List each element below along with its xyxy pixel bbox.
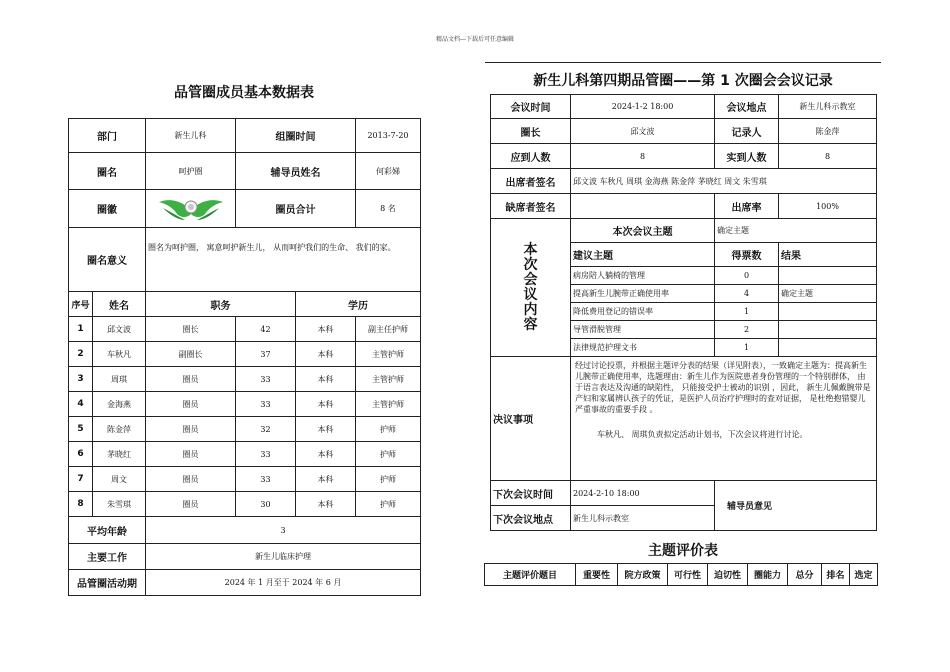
theme-value: 确定主题 [715,219,877,243]
row-title: 副主任护师 [356,317,421,342]
row-title: 主管护师 [356,367,421,392]
row-no: 6 [69,442,93,467]
eval-header-feasibility: 可行性 [668,564,708,586]
eval-header-selected: 选定 [850,564,878,586]
row-no: 5 [69,417,93,442]
suggest-topic: 法律规范护理文书 [571,339,715,357]
row-role: 圈员 [146,492,236,517]
expected-label: 应到人数 [491,144,571,169]
table-row [69,342,421,367]
actual-value: 8 [779,144,877,169]
advisor-opinion-label: 辅导员意见 [715,481,877,531]
suggest-topic: 导管滑脱管理 [571,321,715,339]
avg-age-label: 平均年龄 [69,517,146,544]
suggest-votes: 2 [715,321,779,339]
result-header: 结果 [779,243,877,267]
row-name: 朱雪琪 [93,492,146,517]
row-name: 车秋凡 [93,342,146,367]
recorder-label: 记录人 [715,119,779,144]
row-name: 周琪 [93,367,146,392]
row-title: 护师 [356,492,421,517]
eval-header-rank: 排名 [822,564,850,586]
row-role: 圈员 [146,367,236,392]
rate-value: 100% [779,194,877,219]
eval-header-urgency: 迫切性 [708,564,748,586]
eval-header-policy: 院方政策 [618,564,668,586]
table-row [69,467,421,492]
decision-label: 决议事项 [491,357,571,481]
absentees-label: 缺席者签名 [491,194,571,219]
suggest-votes: 1 [715,339,779,357]
row-role: 副圈长 [146,342,236,367]
row-title: 护师 [356,467,421,492]
formed-value: 2013-7-20 [356,119,421,153]
row-no: 2 [69,342,93,367]
decision-cell [571,357,877,481]
eval-header-importance: 重要性 [576,564,618,586]
attendees-label: 出席者签名 [491,169,571,194]
row-age: 42 [236,317,296,342]
row-name: 邱文波 [93,317,146,342]
eval-header-total: 总分 [788,564,822,586]
period-value: 2024 年 1 月至于 2024 年 6 月 [146,570,421,596]
recorder-value: 陈金萍 [779,119,877,144]
advisor-label: 辅导员姓名 [236,153,356,190]
actual-label: 实到人数 [715,144,779,169]
row-edu: 本科 [296,492,356,517]
table-row [69,392,421,417]
content-label: 本次会议内容 [523,241,538,333]
main-work-label: 主要工作 [69,544,146,570]
emblem-cell [146,190,236,228]
row-edu: 本科 [296,392,356,417]
attendees-value: 邱文波 车秋凡 周琪 金海燕 陈金萍 茅晓红 周文 朱雪琪 [571,169,877,194]
formed-label: 组圈时间 [236,119,356,153]
row-name: 陈金萍 [93,417,146,442]
dept-value: 新生儿科 [146,119,236,153]
row-edu: 本科 [296,417,356,442]
main-work-value: 新生儿临床护理 [146,544,421,570]
table-row [69,417,421,442]
rate-label: 出席率 [715,194,779,219]
suggest-result [779,267,877,285]
table-row [69,442,421,467]
circle-name-label: 圈名 [69,153,146,190]
suggest-topic: 降低费用登记的错误率 [571,303,715,321]
suggest-votes: 4 [715,285,779,303]
leader-value: 邱文波 [571,119,715,144]
time-value: 2024-1-2 18:00 [571,95,715,119]
row-age: 30 [236,492,296,517]
theme-eval-table [484,563,878,586]
row-no: 8 [69,492,93,517]
member-total-value: 8 名 [356,190,421,228]
member-table [68,118,421,596]
suggest-result [779,339,877,357]
suggest-topic: 提高新生儿腕带正确使用率 [571,285,715,303]
place-label: 会议地点 [715,95,779,119]
row-title: 护师 [356,417,421,442]
table-row [69,492,421,517]
next-place-value: 新生儿科示教室 [571,506,715,531]
row-title: 主管护师 [356,342,421,367]
suggest-result [779,321,877,339]
dept-label: 部门 [69,119,146,153]
row-age: 33 [236,467,296,492]
eval-header-capability: 圈能力 [748,564,788,586]
suggest-votes: 1 [715,303,779,321]
avg-age-value: 3 [146,517,421,544]
member-total-label: 圈员合计 [236,190,356,228]
votes-header: 得票数 [715,243,779,267]
row-age: 33 [236,442,296,467]
left-title: 品管圈成员基本数据表 [174,85,314,101]
decision-followup: 车秋凡、 周琪负责拟定活动计划书，下次会议将进行讨论。 [597,430,808,439]
circle-name-value: 呵护圈 [146,153,236,190]
row-edu: 本科 [296,467,356,492]
row-edu: 本科 [296,342,356,367]
row-name: 金海燕 [93,392,146,417]
row-role: 圈长 [146,317,236,342]
table-row [69,317,421,342]
row-role: 圈员 [146,417,236,442]
top-rule [485,62,881,63]
row-role: 圈员 [146,442,236,467]
row-edu: 本科 [296,367,356,392]
eval-title: 主题评价表 [648,543,718,559]
advisor-value: 何彩娣 [356,153,421,190]
period-label: 品管圈活动期 [69,570,146,596]
row-no: 4 [69,392,93,417]
seq-header: 序号 [69,292,93,317]
suggest-topic: 病房陪人躺椅的管理 [571,267,715,285]
next-time-value: 2024-2-10 18:00 [571,481,715,506]
content-label-cell [491,219,571,357]
row-role: 圈员 [146,392,236,417]
leader-label: 圈长 [491,119,571,144]
watermark: 精品文档---下载后可任意编辑 [435,36,515,43]
right-title: 新生儿科第四期品管圈——第 1 次圈会会议记录 [533,73,833,89]
theme-label: 本次会议主题 [571,219,715,243]
meaning-value: 圈名为呵护圈， 寓意呵护新生儿， 从而呵护我们的生命、 我们的家。 [146,228,421,292]
absentees-value [571,194,715,219]
table-row [69,367,421,392]
row-edu: 本科 [296,442,356,467]
next-time-label: 下次会议时间 [491,481,571,506]
row-title: 护师 [356,442,421,467]
suggest-header: 建议主题 [571,243,715,267]
row-age: 33 [236,392,296,417]
green-winged-emblem-icon [157,194,225,224]
emblem-label: 圈徽 [69,190,146,228]
eval-header-topic: 主题评价题目 [485,564,576,586]
row-no: 3 [69,367,93,392]
time-label: 会议时间 [491,95,571,119]
row-age: 33 [236,367,296,392]
row-no: 7 [69,467,93,492]
row-edu: 本科 [296,317,356,342]
row-no: 1 [69,317,93,342]
suggest-result [779,303,877,321]
decision-text: 经过讨论投票，并根据主题评分表的结果（详见附表），一致确定主题为：提高新生儿腕带正确使用率，选题理由：新生儿作为医院患者身份管理的一个特别群体， 由于语言表达及沟通的缺陷性， 只能接受护士被动的识别 ，因此， 新生儿佩戴腕带是产妇和家属辨认孩子的凭证，是医护人员治疗护理时的查对证据， 是杜绝抱错婴儿严重事故的重要手段 。 [575,361,871,414]
row-name: 周文 [93,467,146,492]
row-age: 32 [236,417,296,442]
row-age: 37 [236,342,296,367]
row-role: 圈员 [146,467,236,492]
place-value: 新生儿科示教室 [779,95,877,119]
expected-value: 8 [571,144,715,169]
edu-header: 学历 [296,292,421,317]
next-place-label: 下次会议地点 [491,506,571,531]
name-header: 姓名 [93,292,146,317]
row-name: 茅晓红 [93,442,146,467]
suggest-votes: 0 [715,267,779,285]
row-title: 主管护师 [356,392,421,417]
meaning-label: 圈名意义 [69,228,146,292]
duty-header: 职务 [146,292,296,317]
meeting-record-table [490,94,877,531]
suggest-result: 确定主题 [779,285,877,303]
